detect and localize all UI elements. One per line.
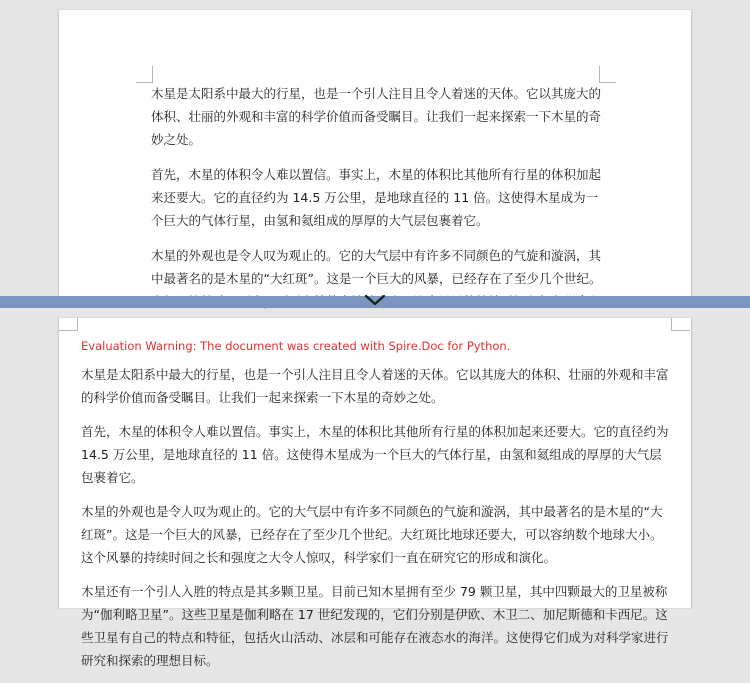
evaluation-warning: Evaluation Warning: The document was created with Spire.Doc for Python. [81,339,511,353]
original-document-body[interactable] [151,82,607,348]
margin-corner-top-right [671,318,690,331]
paragraph-1: 木星是太阳系中最大的行星，也是一个引人注目且令人着迷的天体。它以其庞大的体积、壮丽的外观和丰富的科学价值而备受瞩目。让我们一起来探索一下木星的奇妙之处。 [81,367,669,405]
paragraph-2-text: 首先，木星的体积令人难以置信。事实上，木星的体积比其他所有行星的体积加起来还要大。它的直径约为 14.5 万公里，是地球直径的 11 倍。这使得木星成为一个巨大的气体行星，由氢和氦组成的厚厚的大气层包裹着它。 [151,167,602,228]
chevron-down-icon[interactable] [364,293,386,307]
converted-document-body[interactable] [81,338,673,683]
paragraph-2: 首先，木星的体积令人难以置信。事实上，木星的体积比其他所有行星的体积加起来还要大。它的直径约为 14.5 万公里，是地球直径的 11 倍。这使得木星成为一个巨大的气体行星，由氢和氦组成的厚厚的大气层包裹着它。 [81,424,669,485]
original-document-page [58,10,692,297]
paragraph-2 [151,163,607,232]
margin-corner-top-left [136,66,153,83]
paragraph-3: 木星的外观也是令人叹为观止的。它的大气层中有许多不同颜色的气旋和漩涡，其中最著名的是木星的“大红斑”。这是一个巨大的风暴，已经存在了至少几个世纪。大红斑比地球还要大，可以容纳数个地球大小。这个风暴的持续时间之长和强度之大令人惊叹，科学家们一直在研究它的形成和演化。 [81,504,663,565]
converted-document-page [58,318,692,668]
paragraph-4: 木星还有一个引人入胜的特点是其多颗卫星。目前已知木星拥有至少 79 颗卫星，其中四颗最大的卫星被称为“伽利略卫星”。这些卫星是伽利略在 17 世纪发现的，它们分别是伊欧、木卫二、加尼斯德和卡西尼。这些卫星有自己的特点和特征，包括火山活动、冰层和可能存在液态水的海洋。这使得它们成为对科学家进行研究和探索的理想目标。 [81,584,669,668]
margin-corner-top-right [599,66,616,83]
margin-corner-top-left [59,318,78,331]
paragraph-3: 木星的外观也是令人叹为观止的。它的大气层中有许多不同颜色的气旋和漩涡，其中最著名的是木星的“大红斑”。这是一个巨大的风暴，已经存在了至少几个世纪。 [151,248,602,286]
paragraph-1: 木星是太阳系中最大的行星，也是一个引人注目且令人着迷的天体。它以其庞大的体积、壮丽的外观和丰富的科学价值而备受瞩目。让我们一起来探索一下木星的奇妙之处。 [151,86,602,147]
